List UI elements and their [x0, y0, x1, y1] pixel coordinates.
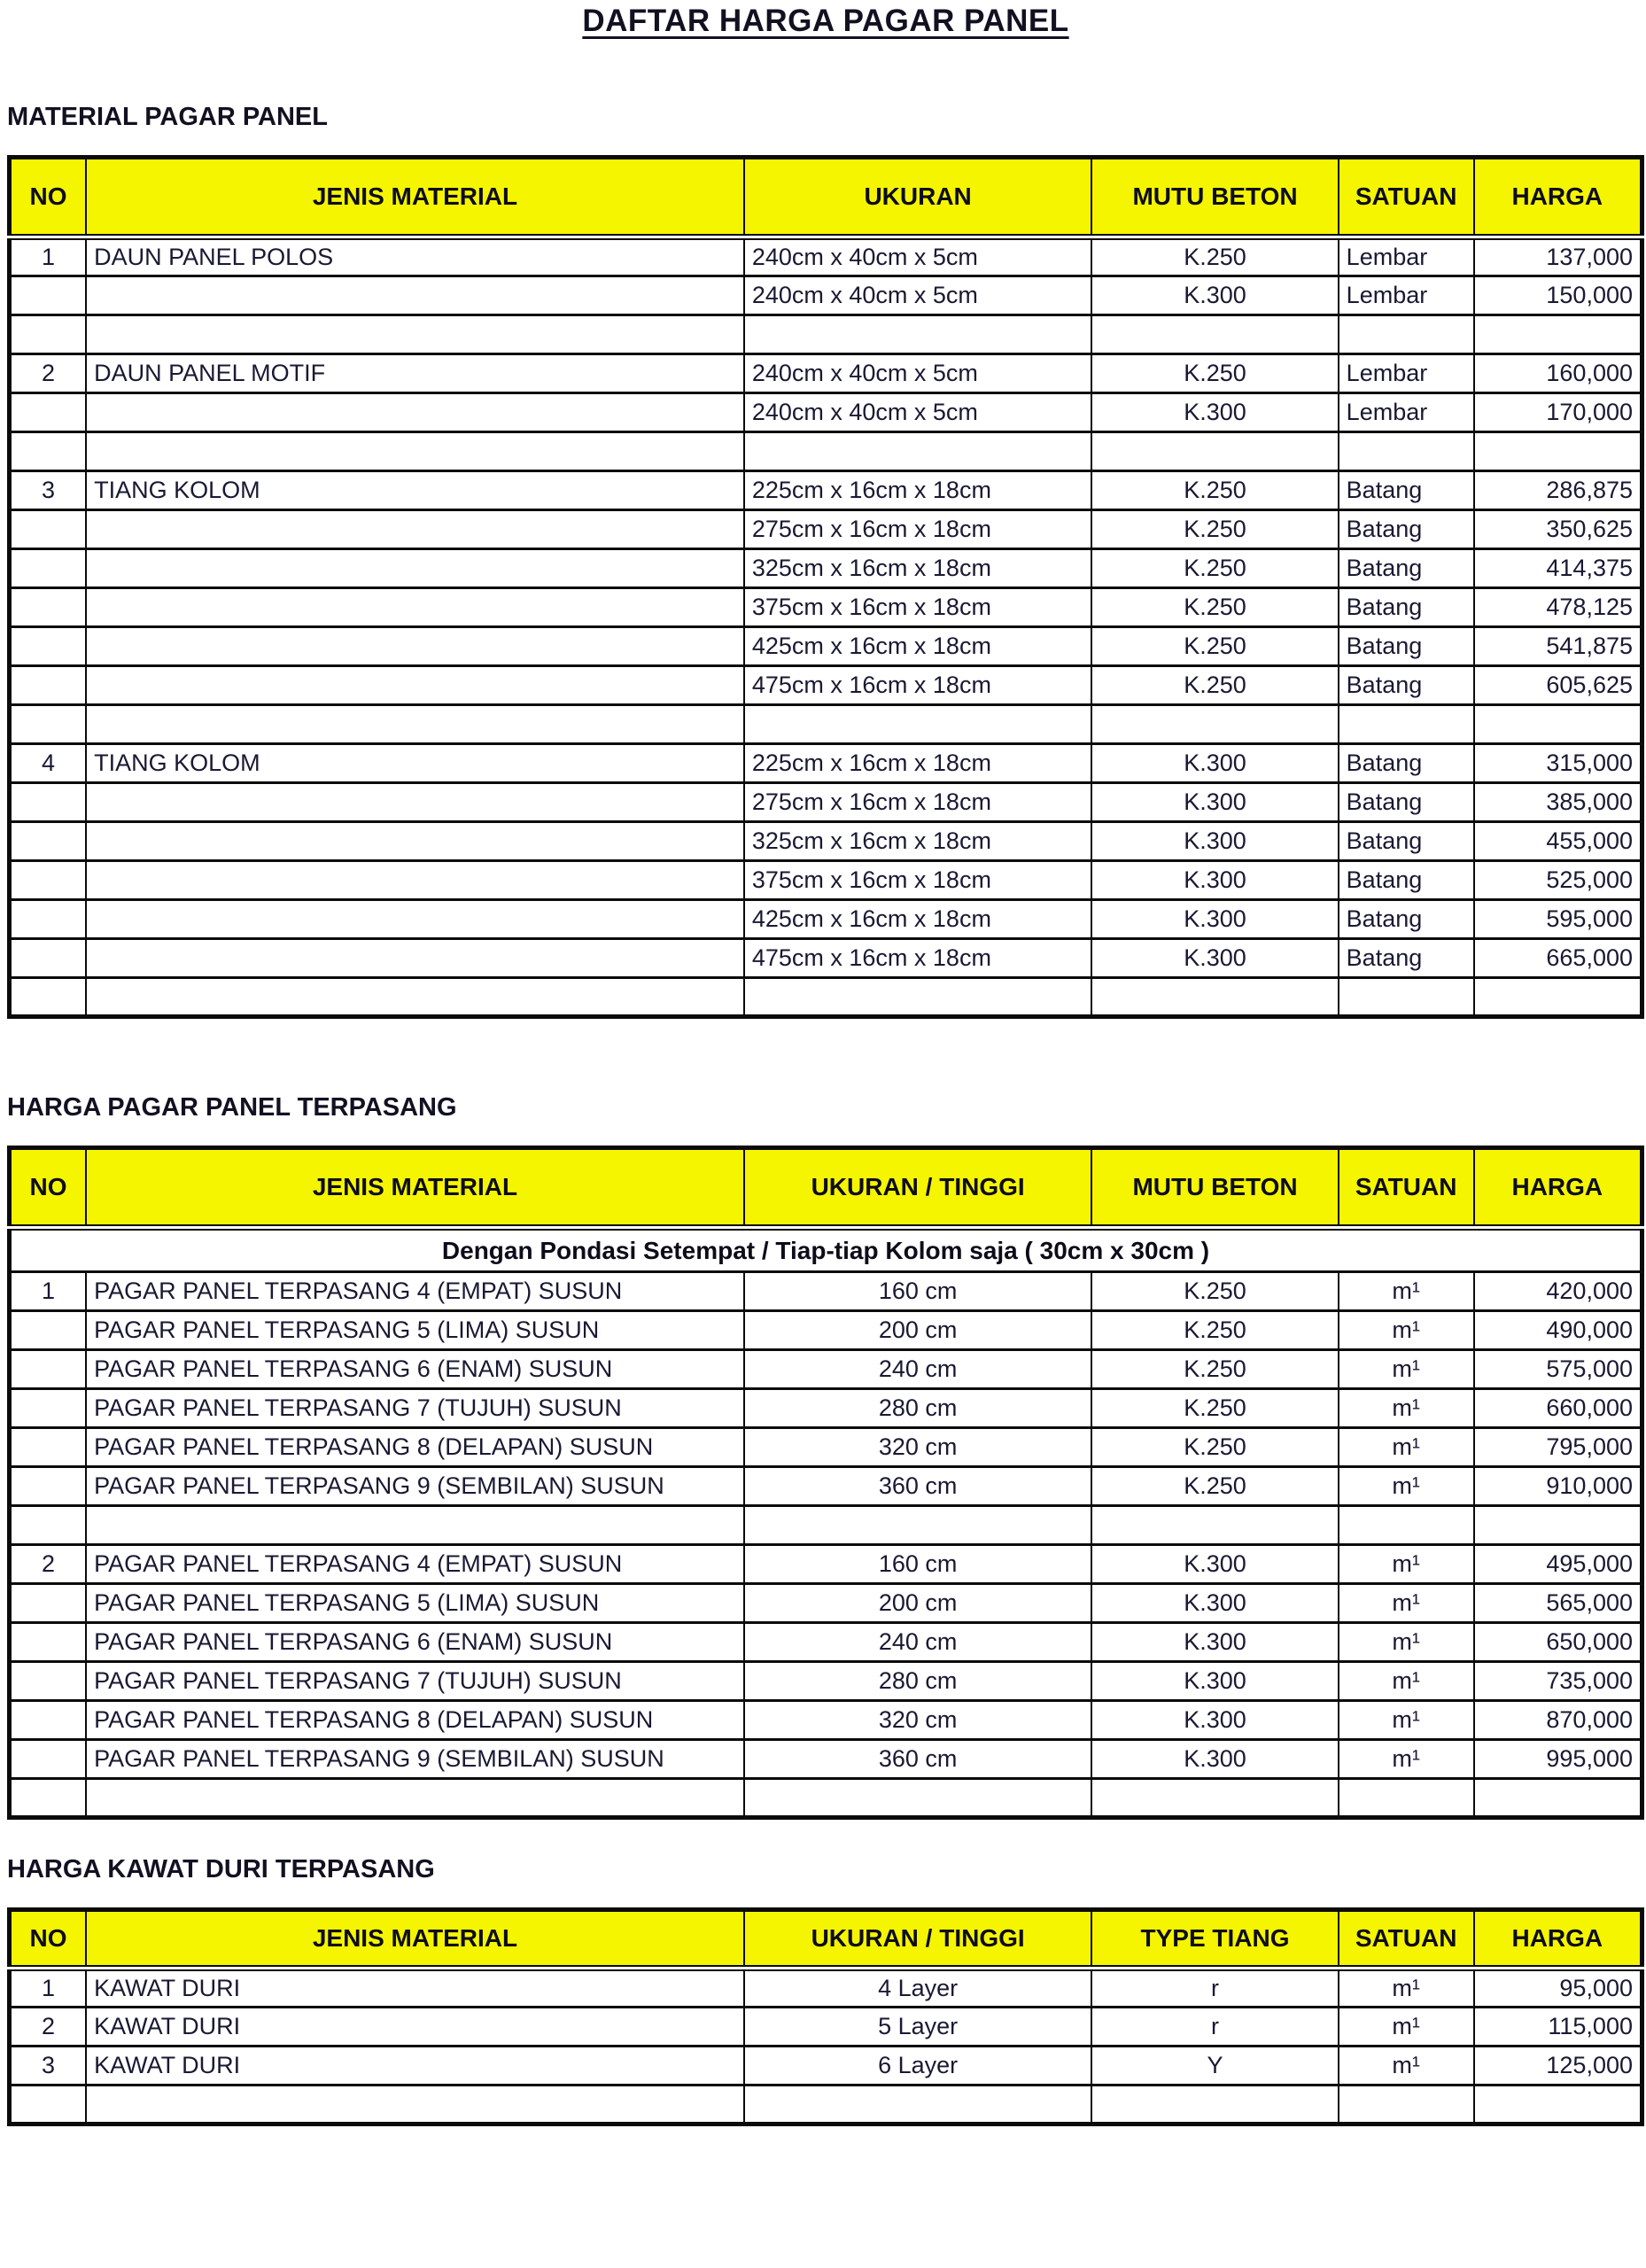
cell: m¹ [1339, 1701, 1474, 1740]
material-pagar-panel-table [7, 155, 1644, 1019]
cell: 360 cm [744, 1467, 1092, 1506]
cell: K.250 [1091, 1428, 1338, 1467]
cell: 565,000 [1474, 1584, 1642, 1623]
column-header: SATUAN [1339, 158, 1474, 237]
cell [10, 666, 87, 705]
cell: 95,000 [1474, 1969, 1642, 2008]
table-row [10, 237, 1642, 276]
cell: 3 [10, 2047, 87, 2085]
cell: 225cm x 16cm x 18cm [744, 471, 1092, 510]
table-row [10, 2085, 1642, 2124]
cell: m¹ [1339, 1623, 1474, 1662]
cell: m¹ [1339, 2008, 1474, 2047]
cell [1091, 705, 1338, 744]
cell: K.250 [1091, 471, 1338, 510]
cell: PAGAR PANEL TERPASANG 9 (SEMBILAN) SUSUN [86, 1467, 744, 1506]
cell: 475cm x 16cm x 18cm [744, 939, 1092, 978]
cell: K.250 [1091, 1350, 1338, 1389]
cell [86, 1779, 744, 1818]
cell: K.250 [1091, 354, 1338, 393]
cell [1474, 978, 1642, 1017]
cell: 5 Layer [744, 2008, 1092, 2047]
cell: 495,000 [1474, 1545, 1642, 1584]
cell [86, 978, 744, 1017]
cell: 170,000 [1474, 393, 1642, 432]
cell: 350,625 [1474, 510, 1642, 549]
cell: 375cm x 16cm x 18cm [744, 588, 1092, 627]
table-row [10, 1272, 1642, 1311]
column-header: HARGA [1474, 158, 1642, 237]
cell: Batang [1339, 666, 1474, 705]
cell: K.300 [1091, 1701, 1338, 1740]
cell: K.300 [1091, 822, 1338, 861]
table-row [10, 1389, 1642, 1428]
cell: PAGAR PANEL TERPASANG 7 (TUJUH) SUSUN [86, 1389, 744, 1428]
cell [10, 627, 87, 666]
cell [10, 1623, 87, 1662]
cell: 160,000 [1474, 354, 1642, 393]
cell: K.300 [1091, 900, 1338, 939]
column-header: NO [10, 1910, 87, 1969]
column-header: HARGA [1474, 1148, 1642, 1228]
cell: 286,875 [1474, 471, 1642, 510]
cell: 3 [10, 471, 87, 510]
column-header: MUTU BETON [1091, 1148, 1338, 1228]
cell: r [1091, 1969, 1338, 2008]
cell [86, 315, 744, 354]
cell: 910,000 [1474, 1467, 1642, 1506]
cell: 2 [10, 354, 87, 393]
cell [1474, 315, 1642, 354]
cell: 325cm x 16cm x 18cm [744, 549, 1092, 588]
table-row [10, 471, 1642, 510]
cell: 240 cm [744, 1350, 1092, 1389]
cell: Batang [1339, 471, 1474, 510]
cell: K.250 [1091, 1389, 1338, 1428]
cell [1091, 978, 1338, 1017]
cell [1339, 705, 1474, 744]
cell: 275cm x 16cm x 18cm [744, 510, 1092, 549]
cell: 650,000 [1474, 1623, 1642, 1662]
cell: Batang [1339, 510, 1474, 549]
cell: 541,875 [1474, 627, 1642, 666]
cell: PAGAR PANEL TERPASANG 6 (ENAM) SUSUN [86, 1350, 744, 1389]
table-row [10, 1311, 1642, 1350]
cell: 420,000 [1474, 1272, 1642, 1311]
cell: 525,000 [1474, 861, 1642, 900]
cell [744, 1779, 1092, 1818]
cell [1339, 2085, 1474, 2124]
cell [86, 939, 744, 978]
cell [86, 549, 744, 588]
cell: 1 [10, 1272, 87, 1311]
cell: 160 cm [744, 1545, 1092, 1584]
cell: Batang [1339, 939, 1474, 978]
cell: K.250 [1091, 549, 1338, 588]
cell: PAGAR PANEL TERPASANG 8 (DELAPAN) SUSUN [86, 1428, 744, 1467]
cell: Batang [1339, 822, 1474, 861]
cell: 315,000 [1474, 744, 1642, 783]
cell [86, 861, 744, 900]
cell: 320 cm [744, 1428, 1092, 1467]
cell: KAWAT DURI [86, 1969, 744, 2008]
column-header: UKURAN / TINGGI [744, 1910, 1092, 1969]
cell: 160 cm [744, 1272, 1092, 1311]
cell: 605,625 [1474, 666, 1642, 705]
harga-pagar-panel-terpasang-table [7, 1146, 1644, 1820]
cell: m¹ [1339, 1969, 1474, 2008]
column-header: UKURAN / TINGGI [744, 1148, 1092, 1228]
table-row [10, 1969, 1642, 2008]
cell: 425cm x 16cm x 18cm [744, 627, 1092, 666]
table-row [10, 627, 1642, 666]
table-row [10, 1350, 1642, 1389]
table-row [10, 1662, 1642, 1701]
cell: 375cm x 16cm x 18cm [744, 861, 1092, 900]
cell: 1 [10, 1969, 87, 2008]
header-row [10, 1910, 1642, 1969]
column-header: MUTU BETON [1091, 158, 1338, 237]
cell: DAUN PANEL MOTIF [86, 354, 744, 393]
cell [86, 432, 744, 471]
cell [10, 1311, 87, 1350]
cell: K.250 [1091, 627, 1338, 666]
cell [744, 2085, 1092, 2124]
table-row [10, 354, 1642, 393]
cell [10, 978, 87, 1017]
cell [10, 1662, 87, 1701]
cell: 280 cm [744, 1662, 1092, 1701]
cell: KAWAT DURI [86, 2047, 744, 2085]
cell: K.250 [1091, 1467, 1338, 1506]
cell: 240cm x 40cm x 5cm [744, 354, 1092, 393]
cell [1474, 432, 1642, 471]
cell: K.300 [1091, 393, 1338, 432]
cell: 6 Layer [744, 2047, 1092, 2085]
cell [10, 939, 87, 978]
cell: 575,000 [1474, 1350, 1642, 1389]
cell: 995,000 [1474, 1740, 1642, 1779]
cell [10, 1584, 87, 1623]
table-row [10, 1467, 1642, 1506]
cell: 200 cm [744, 1311, 1092, 1350]
cell [1339, 978, 1474, 1017]
cell: 240cm x 40cm x 5cm [744, 393, 1092, 432]
cell: 425cm x 16cm x 18cm [744, 900, 1092, 939]
cell [10, 432, 87, 471]
table-row [10, 861, 1642, 900]
cell: K.300 [1091, 744, 1338, 783]
cell: Batang [1339, 549, 1474, 588]
cell [10, 1350, 87, 1389]
cell [86, 510, 744, 549]
cell: 240cm x 40cm x 5cm [744, 276, 1092, 315]
table-row [10, 783, 1642, 822]
cell: PAGAR PANEL TERPASANG 4 (EMPAT) SUSUN [86, 1545, 744, 1584]
cell [86, 393, 744, 432]
table-row [10, 1779, 1642, 1818]
cell [10, 276, 87, 315]
cell: 595,000 [1474, 900, 1642, 939]
cell: PAGAR PANEL TERPASANG 8 (DELAPAN) SUSUN [86, 1701, 744, 1740]
table-row [10, 978, 1642, 1017]
cell: TIANG KOLOM [86, 744, 744, 783]
table-row [10, 1506, 1642, 1545]
cell: 795,000 [1474, 1428, 1642, 1467]
cell [10, 549, 87, 588]
cell: PAGAR PANEL TERPASANG 6 (ENAM) SUSUN [86, 1623, 744, 1662]
cell: K.300 [1091, 1740, 1338, 1779]
cell [10, 2085, 87, 2124]
cell [10, 1701, 87, 1740]
cell [1339, 1506, 1474, 1545]
cell [86, 783, 744, 822]
cell: 150,000 [1474, 276, 1642, 315]
cell [1474, 705, 1642, 744]
table-row [10, 315, 1642, 354]
cell: K.300 [1091, 1662, 1338, 1701]
column-header: JENIS MATERIAL [86, 1148, 744, 1228]
cell: 280 cm [744, 1389, 1092, 1428]
cell: 125,000 [1474, 2047, 1642, 2085]
cell: Lembar [1339, 393, 1474, 432]
cell: K.250 [1091, 588, 1338, 627]
cell: 4 Layer [744, 1969, 1092, 2008]
group-subtitle: Dengan Pondasi Setempat / Tiap-tiap Kolom saja ( 30cm x 30cm ) [10, 1228, 1642, 1272]
cell [1091, 1506, 1338, 1545]
cell: Y [1091, 2047, 1338, 2085]
table-row [10, 1740, 1642, 1779]
cell: 870,000 [1474, 1701, 1642, 1740]
cell [744, 432, 1092, 471]
cell [744, 1506, 1092, 1545]
cell: 735,000 [1474, 1662, 1642, 1701]
cell [10, 510, 87, 549]
cell: 2 [10, 1545, 87, 1584]
table-row [10, 1701, 1642, 1740]
table-row [10, 1545, 1642, 1584]
cell [10, 783, 87, 822]
cell: 200 cm [744, 1584, 1092, 1623]
column-header: JENIS MATERIAL [86, 1910, 744, 1969]
cell: Batang [1339, 744, 1474, 783]
column-header: TYPE TIANG [1091, 1910, 1338, 1969]
cell [1474, 1779, 1642, 1818]
cell: r [1091, 2008, 1338, 2047]
table-row [10, 1623, 1642, 1662]
cell [10, 900, 87, 939]
cell: Batang [1339, 783, 1474, 822]
cell [1474, 1506, 1642, 1545]
cell: KAWAT DURI [86, 2008, 744, 2047]
cell [1091, 1779, 1338, 1818]
cell: PAGAR PANEL TERPASANG 9 (SEMBILAN) SUSUN [86, 1740, 744, 1779]
cell: 2 [10, 2008, 87, 2047]
table-row [10, 510, 1642, 549]
cell [10, 1779, 87, 1818]
column-header: HARGA [1474, 1910, 1642, 1969]
subtitle-row [10, 1228, 1642, 1272]
cell: 225cm x 16cm x 18cm [744, 744, 1092, 783]
cell: Batang [1339, 861, 1474, 900]
cell: PAGAR PANEL TERPASANG 4 (EMPAT) SUSUN [86, 1272, 744, 1311]
table-row [10, 900, 1642, 939]
table-row [10, 939, 1642, 978]
cell [86, 1506, 744, 1545]
column-header: SATUAN [1339, 1148, 1474, 1228]
cell: K.250 [1091, 1272, 1338, 1311]
table-row [10, 2047, 1642, 2085]
cell: Lembar [1339, 237, 1474, 276]
column-header: SATUAN [1339, 1910, 1474, 1969]
cell [10, 1740, 87, 1779]
cell: m¹ [1339, 1389, 1474, 1428]
cell [86, 588, 744, 627]
table-row [10, 822, 1642, 861]
table-row [10, 393, 1642, 432]
cell: K.300 [1091, 1545, 1338, 1584]
cell: 240 cm [744, 1623, 1092, 1662]
table-row [10, 549, 1642, 588]
cell [10, 1467, 87, 1506]
cell: 478,125 [1474, 588, 1642, 627]
cell: K.250 [1091, 1311, 1338, 1350]
cell: 4 [10, 744, 87, 783]
cell [86, 666, 744, 705]
column-header: NO [10, 1148, 87, 1228]
cell: K.300 [1091, 276, 1338, 315]
cell: TIANG KOLOM [86, 471, 744, 510]
cell: Batang [1339, 900, 1474, 939]
cell: m¹ [1339, 2047, 1474, 2085]
cell [1091, 432, 1338, 471]
cell: PAGAR PANEL TERPASANG 5 (LIMA) SUSUN [86, 1584, 744, 1623]
cell: 115,000 [1474, 2008, 1642, 2047]
cell [1091, 2085, 1338, 2124]
cell [10, 705, 87, 744]
cell: PAGAR PANEL TERPASANG 7 (TUJUH) SUSUN [86, 1662, 744, 1701]
cell: m¹ [1339, 1584, 1474, 1623]
table-row [10, 705, 1642, 744]
cell: 490,000 [1474, 1311, 1642, 1350]
cell: m¹ [1339, 1350, 1474, 1389]
cell: 1 [10, 237, 87, 276]
section-heading-harga-kawat-duri-terpasang: HARGA KAWAT DURI TERPASANG [7, 1855, 435, 1884]
cell: Batang [1339, 627, 1474, 666]
cell [10, 1428, 87, 1467]
cell: Lembar [1339, 276, 1474, 315]
cell [1339, 432, 1474, 471]
cell: 385,000 [1474, 783, 1642, 822]
header-row [10, 1148, 1642, 1228]
cell: K.250 [1091, 666, 1338, 705]
cell: K.300 [1091, 939, 1338, 978]
table-row [10, 1584, 1642, 1623]
cell: 414,375 [1474, 549, 1642, 588]
cell [10, 861, 87, 900]
cell [1091, 315, 1338, 354]
cell: K.300 [1091, 861, 1338, 900]
table-row [10, 432, 1642, 471]
cell: m¹ [1339, 1428, 1474, 1467]
cell: K.250 [1091, 510, 1338, 549]
cell [86, 2085, 744, 2124]
cell: m¹ [1339, 1662, 1474, 1701]
cell: 320 cm [744, 1701, 1092, 1740]
table-row [10, 276, 1642, 315]
cell [10, 315, 87, 354]
cell: 137,000 [1474, 237, 1642, 276]
cell: 455,000 [1474, 822, 1642, 861]
cell: m¹ [1339, 1272, 1474, 1311]
table-row [10, 1428, 1642, 1467]
cell [1474, 2085, 1642, 2124]
cell: m¹ [1339, 1740, 1474, 1779]
cell: Lembar [1339, 354, 1474, 393]
cell: 360 cm [744, 1740, 1092, 1779]
cell: m¹ [1339, 1311, 1474, 1350]
cell: PAGAR PANEL TERPASANG 5 (LIMA) SUSUN [86, 1311, 744, 1350]
cell [86, 705, 744, 744]
cell [86, 627, 744, 666]
cell [86, 822, 744, 861]
cell: K.300 [1091, 783, 1338, 822]
table-row [10, 588, 1642, 627]
cell: m¹ [1339, 1545, 1474, 1584]
cell: 475cm x 16cm x 18cm [744, 666, 1092, 705]
cell [10, 1506, 87, 1545]
table-row [10, 666, 1642, 705]
section-heading-material-pagar-panel: MATERIAL PAGAR PANEL [7, 103, 328, 131]
table-row [10, 2008, 1642, 2047]
cell [744, 315, 1092, 354]
cell [744, 705, 1092, 744]
cell: 665,000 [1474, 939, 1642, 978]
header-row [10, 158, 1642, 237]
cell [86, 276, 744, 315]
cell [10, 1389, 87, 1428]
column-header: NO [10, 158, 87, 237]
cell [744, 978, 1092, 1017]
cell [1339, 315, 1474, 354]
cell: K.300 [1091, 1623, 1338, 1662]
cell [10, 822, 87, 861]
column-header: UKURAN [744, 158, 1092, 237]
cell: 660,000 [1474, 1389, 1642, 1428]
cell: 240cm x 40cm x 5cm [744, 237, 1092, 276]
cell [1339, 1779, 1474, 1818]
page-title: DAFTAR HARGA PAGAR PANEL [582, 4, 1069, 38]
cell [10, 588, 87, 627]
cell: K.300 [1091, 1584, 1338, 1623]
table-row [10, 744, 1642, 783]
cell: Batang [1339, 588, 1474, 627]
cell: K.250 [1091, 237, 1338, 276]
cell: DAUN PANEL POLOS [86, 237, 744, 276]
cell: 275cm x 16cm x 18cm [744, 783, 1092, 822]
cell: 325cm x 16cm x 18cm [744, 822, 1092, 861]
cell [10, 393, 87, 432]
harga-kawat-duri-terpasang-table [7, 1907, 1644, 2126]
cell: m¹ [1339, 1467, 1474, 1506]
cell [86, 900, 744, 939]
column-header: JENIS MATERIAL [86, 158, 744, 237]
section-heading-harga-pagar-panel-terpasang: HARGA PAGAR PANEL TERPASANG [7, 1093, 457, 1122]
